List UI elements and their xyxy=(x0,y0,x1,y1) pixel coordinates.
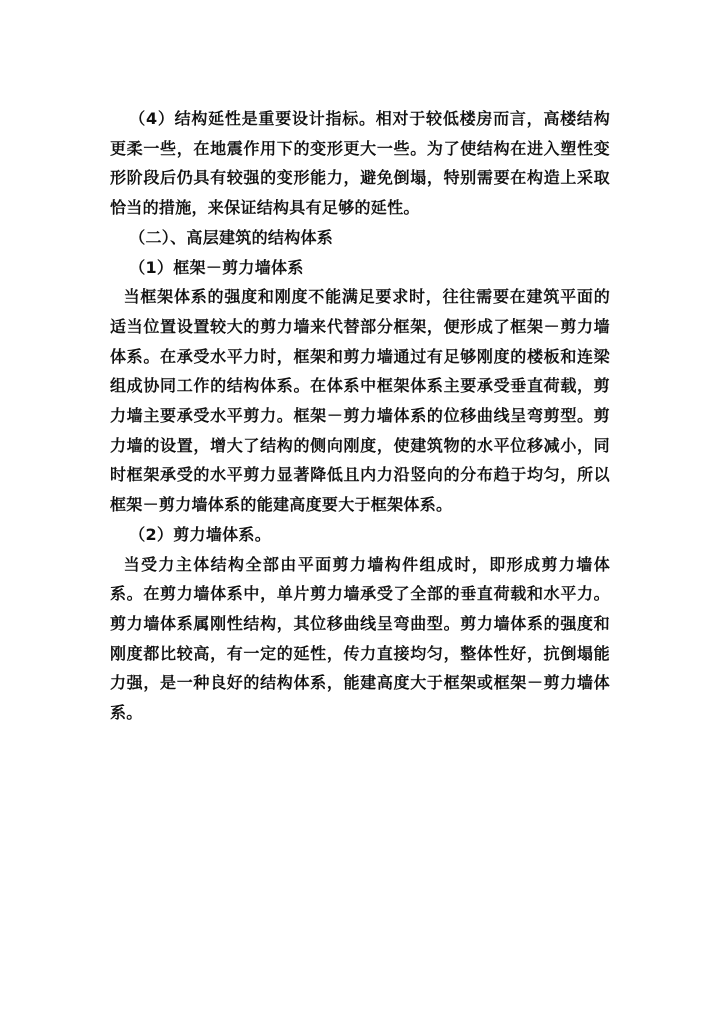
subsection-heading-shear-wall: （2）剪力墙体系。 xyxy=(129,524,272,544)
document-body xyxy=(110,104,610,728)
subsection-heading-frame-shear-wall: （1）框架－剪力墙体系 xyxy=(129,257,304,277)
paragraph-shear-wall: 当受力主体结构全部由平面剪力墙构件组成时，即形成剪力墙体系。在剪力墙体系中，单片剪力墙承受了全部的垂直荷载和水平力。剪力墙体系属刚性结构，其位移曲线呈弯曲型。剪力墙体系的强度和刚度都比较高，有一定的延性，传力直接均匀，整体性好，抗倒塌能力强，是一种良好的结构体系，能建高度大于框架或框架－剪力墙体系。 xyxy=(110,554,610,723)
paragraph-ductility: （4）结构延性是重要设计指标。相对于较低楼房而言，高楼结构更柔一些，在地震作用下的变形更大一些。为了使结构在进入塑性变形阶段后仍具有较强的变形能力，避免倒塌，特别需要在构造上采取恰当的措施，来保证结构具有足够的延性。 xyxy=(110,109,610,218)
paragraph-frame-shear-wall: 当框架体系的强度和刚度不能满足要求时，往往需要在建筑平面的适当位置设置较大的剪力墙来代替部分框架，便形成了框架－剪力墙体系。在承受水平力时，框架和剪力墙通过有足够刚度的楼板和连梁组成协同工作的结构体系。在体系中框架体系主要承受垂直荷载，剪力墙主要承受水平剪力。框架－剪力墙体系的位移曲线呈弯剪型。剪力墙的设置，增大了结构的侧向刚度，使建筑物的水平位移减小，同时框架承受的水平剪力显著降低且内力沿竖向的分布趋于均匀，所以框架－剪力墙体系的能建高度要大于框架体系。 xyxy=(110,287,610,515)
section-heading-structural-systems: （二）、高层建筑的结构体系 xyxy=(129,227,334,247)
